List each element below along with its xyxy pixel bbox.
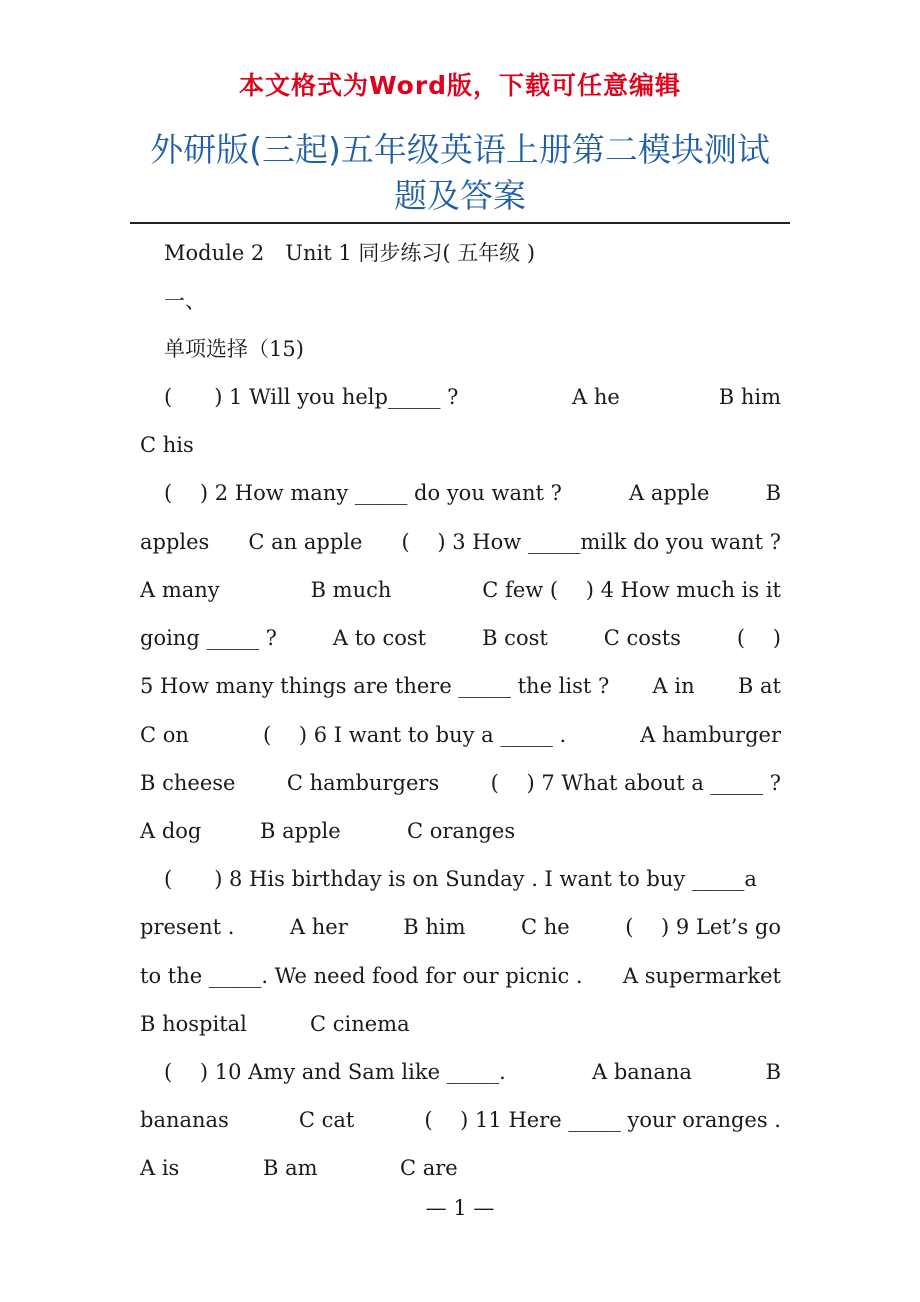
subtitle: Module 2 Unit 1 同步练习( 五年级 ) <box>164 241 536 265</box>
question-1-stem: ( ) 1 Will you help_____ ? <box>164 385 459 409</box>
option-text: C costs <box>603 626 681 650</box>
option-text: B cost <box>482 626 548 650</box>
option-text: C he <box>521 915 570 939</box>
text-line-14 <box>140 1009 781 1039</box>
text-line-11 <box>164 864 781 894</box>
option-text: B him <box>403 915 466 939</box>
option-text: C cinema <box>310 1012 410 1036</box>
option-text: B cheese <box>140 771 236 795</box>
option-text: A to cost <box>332 626 427 650</box>
option-text: B at <box>737 674 781 698</box>
question-11-stem: ( ) 11 Here _____ your oranges . <box>424 1108 781 1132</box>
option-text: A many <box>140 578 220 602</box>
question-3-stem: ( ) 3 How _____milk do you want ? <box>401 530 781 554</box>
option-text: C hamburgers <box>286 771 440 795</box>
option-text: A hamburger <box>640 723 781 747</box>
text-line-3 <box>164 478 781 508</box>
question-6-stem: ( ) 6 I want to buy a _____ . <box>263 723 567 747</box>
text-line-17 <box>140 1153 781 1183</box>
title-divider <box>130 222 790 224</box>
option-text: B much <box>310 578 392 602</box>
question-9-stem: ( ) 9 Let’s go <box>625 915 781 939</box>
text-line-4 <box>140 527 781 557</box>
format-notice: 本文格式为Word版，下载可任意编辑 <box>238 71 682 100</box>
question-10-stem: ( ) 10 Amy and Sam like _____. <box>164 1060 506 1084</box>
text-line-7 <box>140 671 781 701</box>
question-8-stem-continued: present . <box>140 915 235 939</box>
option-text: A apple <box>629 481 710 505</box>
option-text: A supermarket <box>622 964 781 988</box>
question-7-stem: ( ) 7 What about a _____ ? <box>490 771 781 795</box>
text-line-13 <box>140 961 781 991</box>
question-4-stem-continued: going _____ ? <box>140 626 277 650</box>
section-number: 一、 <box>164 289 206 313</box>
option-text: C are <box>400 1156 458 1180</box>
option-text: C on <box>140 723 189 747</box>
option-text: A he <box>572 385 620 409</box>
section-title: 单项选择（15) <box>164 337 304 361</box>
option-text: B <box>765 481 781 505</box>
option-text: bananas <box>140 1108 229 1132</box>
option-text: A in <box>652 674 695 698</box>
page-number: — 1 — <box>425 1196 495 1220</box>
option-text: C an apple <box>248 530 363 554</box>
question-9-stem-continued: to the _____. We need food for our picnic . <box>140 964 583 988</box>
text-line-8 <box>140 720 781 750</box>
text-line-5 <box>140 575 781 605</box>
text-line-10 <box>140 816 781 846</box>
document-title-line-2: 题及答案 <box>394 176 526 215</box>
answer-bracket: ( ) <box>736 626 781 650</box>
option-text: apples <box>140 530 210 554</box>
question-8-stem: ( ) 8 His birthday is on Sunday . I want to buy _____a <box>164 867 757 891</box>
option-text: C cat <box>298 1108 355 1132</box>
option-text: C his <box>140 433 194 457</box>
text-line-12 <box>140 912 781 942</box>
question-5-stem: 5 How many things are there _____ the list ? <box>140 674 610 698</box>
question-2-stem: ( ) 2 How many _____ do you want ? <box>164 481 562 505</box>
text-line-15 <box>164 1057 781 1087</box>
option-text: C oranges <box>407 819 516 843</box>
text-line-16 <box>140 1105 781 1135</box>
option-text: A her <box>289 915 348 939</box>
option-text: A dog <box>140 819 202 843</box>
option-text: A is <box>140 1156 180 1180</box>
text-line-1 <box>164 382 781 412</box>
question-4-stem: C few ( ) 4 How much is it <box>482 578 781 602</box>
option-text: B <box>765 1060 781 1084</box>
option-text: B am <box>263 1156 318 1180</box>
text-line-2 <box>140 430 781 460</box>
option-text: B him <box>718 385 781 409</box>
document-title-line-1: 外研版(三起)五年级英语上册第二模块测试 <box>150 130 770 169</box>
option-text: A banana <box>592 1060 692 1084</box>
option-text: B hospital <box>140 1012 247 1036</box>
text-line-9 <box>140 768 781 798</box>
option-text: B apple <box>260 819 341 843</box>
text-line-6 <box>140 623 781 653</box>
